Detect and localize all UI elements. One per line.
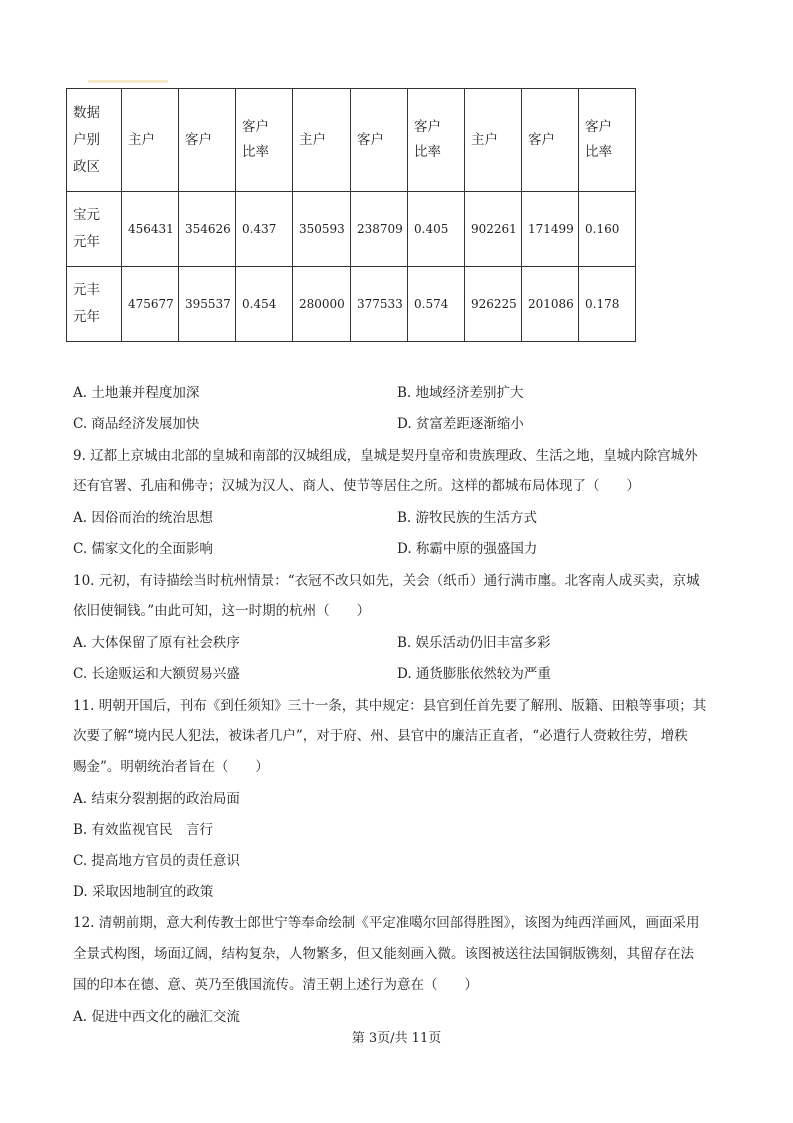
- cell-value: 238709: [357, 221, 403, 236]
- q11-option-d[interactable]: D. 采取因地制宜的政策: [73, 884, 214, 900]
- table-cell: [408, 192, 465, 267]
- cell-value: 280000: [299, 296, 345, 311]
- column-header-label: 比率: [585, 144, 612, 160]
- cell-value: 377533: [357, 296, 403, 311]
- column-header-label: 客户: [242, 119, 269, 135]
- column-header-label: 主户: [471, 131, 498, 148]
- q11-option-b[interactable]: B. 有效监视官民 言行: [73, 822, 214, 838]
- header-category-line: 政区: [73, 158, 100, 175]
- cell-value: 0.437: [242, 221, 277, 236]
- column-header-label: 客户: [357, 131, 384, 148]
- cell-value: 475677: [128, 296, 174, 311]
- q12-stem-line: 12. 清朝前期，意大利传教士郎世宁等奉命绘制《平定准噶尔回部得胜图》，该图为纯西洋画风，画面采用: [73, 915, 700, 931]
- column-header: [293, 89, 351, 192]
- column-header-label: 客户: [585, 119, 612, 135]
- header-category-line: 户别: [73, 131, 100, 148]
- cell-value: 0.405: [414, 221, 449, 236]
- q12-option-a[interactable]: A. 促进中西文化的融汇交流: [73, 1009, 240, 1025]
- column-header-label: 比率: [414, 144, 441, 160]
- column-header: [351, 89, 408, 192]
- cell-value: 350593: [299, 221, 345, 236]
- table-cell: [465, 267, 522, 342]
- table-cell: [522, 267, 579, 342]
- table-cell: [122, 267, 179, 342]
- column-header: [522, 89, 579, 192]
- q11-option-c[interactable]: C. 提高地方官员的责任意识: [73, 853, 240, 869]
- column-header-label: 客户: [528, 131, 555, 148]
- q8-option-b[interactable]: B. 地域经济差别扩大: [397, 385, 524, 401]
- q9-option-a[interactable]: A. 因俗而治的统治思想: [73, 510, 213, 526]
- q10-stem-line: 10. 元初，有诗描绘当时杭州情景：“衣冠不改只如先，关会（纸币）通行满市廛。北客南人成买卖，京城: [73, 573, 700, 589]
- table-cell: [293, 267, 351, 342]
- q10-stem-line: 依旧使铜钱。”由此可知，这一时期的杭州（ ）: [73, 603, 371, 619]
- table-cell: [579, 267, 636, 342]
- table-cell: [179, 192, 236, 267]
- q8-option-c[interactable]: C. 商品经济发展加快: [73, 416, 200, 432]
- q9-option-c[interactable]: C. 儒家文化的全面影响: [73, 541, 213, 557]
- table-cell: [179, 267, 236, 342]
- column-header-label: 比率: [242, 144, 269, 160]
- table-cell: [122, 192, 179, 267]
- row-label: [67, 267, 122, 342]
- column-header: [465, 89, 522, 192]
- column-header: [408, 89, 465, 192]
- row-label-line: 元年: [73, 309, 100, 325]
- header-category-line: 数据: [73, 104, 100, 121]
- column-header-label: 客户: [414, 119, 441, 135]
- page-footer: 第 3页/共 11页: [351, 1031, 442, 1046]
- q9-option-b[interactable]: B. 游牧民族的生活方式: [397, 510, 538, 526]
- cell-value: 0.178: [585, 296, 620, 311]
- row-label: [67, 192, 122, 267]
- q11-option-a[interactable]: A. 结束分裂割据的政治局面: [73, 791, 240, 807]
- table-cell: [522, 192, 579, 267]
- q8-option-a[interactable]: A. 土地兼并程度加深: [73, 385, 200, 401]
- q12-stem-line: 国的印本在德、意、英乃至俄国流传。清王朝上述行为意在（ ）: [73, 977, 478, 993]
- q9-stem-line: 还有官署、孔庙和佛寺；汉城为汉人、商人、使节等居住之所。这样的都城布局体现了（ ）: [73, 478, 640, 494]
- cell-value: 395537: [185, 296, 231, 311]
- column-header-label: 客户: [185, 131, 212, 148]
- table-cell: [579, 192, 636, 267]
- q11-stem-line: 次要了解“境内民人犯法，被诛者几户”，对于府、州、县官中的廉洁正直者，“必遣行人赍敕往劳，增秩: [73, 728, 688, 744]
- table-cell: [351, 267, 408, 342]
- q10-option-c[interactable]: C. 长途贩运和大额贸易兴盛: [73, 666, 240, 682]
- cell-value: 926225: [471, 296, 517, 311]
- column-header: [236, 89, 293, 192]
- cell-value: 201086: [528, 296, 574, 311]
- q10-option-a[interactable]: A. 大体保留了原有社会秩序: [73, 635, 240, 651]
- cell-value: 902261: [471, 221, 517, 236]
- column-header: [122, 89, 179, 192]
- cell-value: 0.454: [242, 296, 277, 311]
- table-cell: [293, 192, 351, 267]
- q11-stem-line: 赐金”。明朝统治者旨在（ ）: [73, 759, 269, 775]
- column-header: [579, 89, 636, 192]
- table-cell: [351, 192, 408, 267]
- table-category-header: [67, 89, 122, 192]
- q12-stem-line: 全景式构图，场面辽阔，结构复杂，人物繁多，但又能刻画入微。该图被送往法国铜版镌刻，其留存在法: [73, 946, 694, 962]
- table-cell: [236, 192, 293, 267]
- q9-option-d[interactable]: D. 称霸中原的强盛国力: [397, 541, 538, 557]
- table-cell: [408, 267, 465, 342]
- column-header-label: 主户: [128, 131, 155, 148]
- table-cell: [465, 192, 522, 267]
- q10-option-d[interactable]: D. 通货膨胀依然较为严重: [397, 666, 551, 682]
- row-label-line: 元丰: [73, 282, 100, 298]
- table-header-row: [67, 89, 636, 192]
- cell-value: 171499: [528, 221, 574, 236]
- q10-option-b[interactable]: B. 娱乐活动仍旧丰富多彩: [397, 635, 551, 651]
- q8-option-d[interactable]: D. 贫富差距逐渐缩小: [397, 416, 524, 432]
- scan-artifact: [88, 80, 168, 83]
- table-row: [67, 267, 636, 342]
- table-row: [67, 192, 636, 267]
- table-cell: [236, 267, 293, 342]
- row-label-line: 宝元: [73, 207, 100, 223]
- household-data-table: [66, 88, 636, 342]
- cell-value: 456431: [128, 221, 174, 236]
- q9-stem-line: 9. 辽都上京城由北部的皇城和南部的汉城组成，皇城是契丹皇帝和贵族理政、生活之地，皇城内除宫城外: [73, 448, 698, 464]
- column-header: [179, 89, 236, 192]
- q11-stem-line: 11. 明朝开国后，刊布《到任须知》三十一条，其中规定：县官到任首先要了解刑、版籍、田粮等事项；其: [73, 698, 707, 714]
- row-label-line: 元年: [73, 234, 100, 250]
- cell-value: 354626: [185, 221, 231, 236]
- cell-value: 0.160: [585, 221, 620, 236]
- cell-value: 0.574: [414, 296, 449, 311]
- column-header-label: 主户: [299, 131, 326, 148]
